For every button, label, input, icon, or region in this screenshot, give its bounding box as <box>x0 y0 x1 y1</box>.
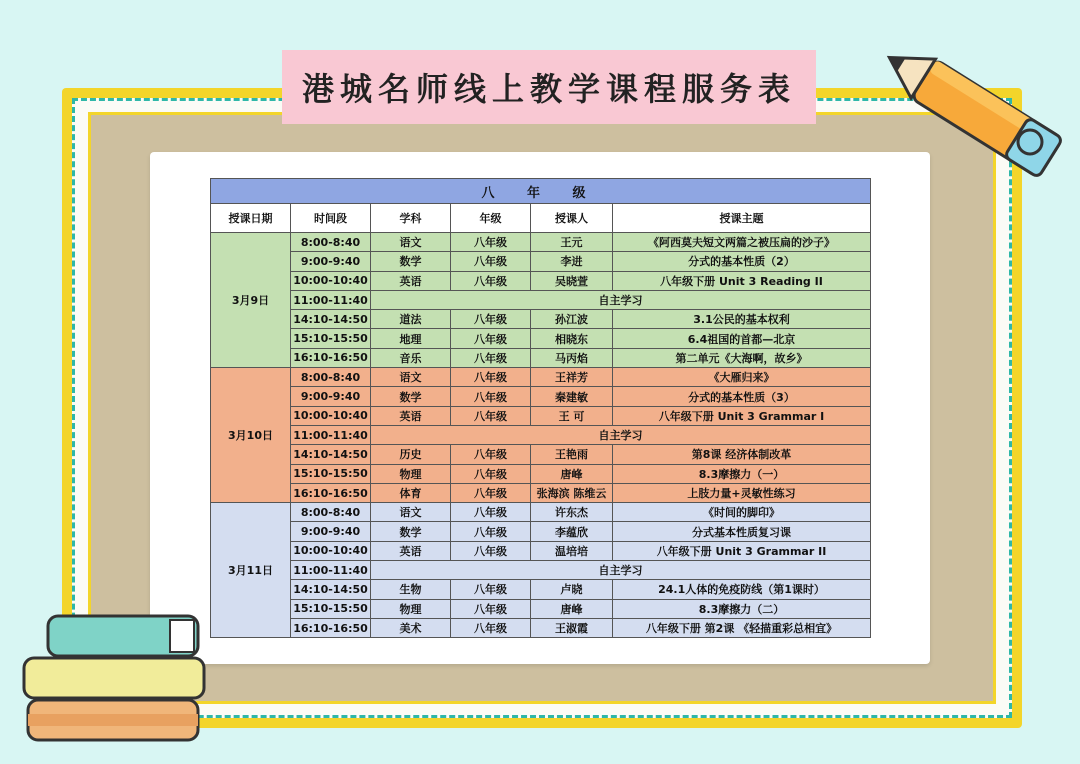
grade-cell: 八年级 <box>451 618 531 637</box>
time-cell: 16:10-16:50 <box>291 618 371 637</box>
time-cell: 8:00-8:40 <box>291 368 371 387</box>
grade-cell: 八年级 <box>451 310 531 329</box>
topic-cell: 第8课 经济体制改革 <box>613 445 871 464</box>
table-row <box>211 483 871 502</box>
topic-cell: 第二单元《大海啊，故乡》 <box>613 348 871 367</box>
time-cell: 16:10-16:50 <box>291 483 371 502</box>
col-header-teacher: 授课人 <box>531 204 613 233</box>
grade-cell: 八年级 <box>451 252 531 271</box>
teacher-cell: 张海滨 陈维云 <box>531 483 613 502</box>
teacher-cell: 李蕴欣 <box>531 522 613 541</box>
teacher-cell: 李进 <box>531 252 613 271</box>
subject-cell: 数学 <box>371 252 451 271</box>
grade-cell: 八年级 <box>451 233 531 252</box>
subject-cell: 音乐 <box>371 348 451 367</box>
grade-cell: 八年级 <box>451 348 531 367</box>
grade-cell: 八年级 <box>451 599 531 618</box>
time-cell: 15:10-15:50 <box>291 599 371 618</box>
subject-cell: 语文 <box>371 368 451 387</box>
teacher-cell: 王 可 <box>531 406 613 425</box>
subject-cell: 语文 <box>371 503 451 522</box>
time-cell: 9:00-9:40 <box>291 387 371 406</box>
time-cell: 10:00-10:40 <box>291 271 371 290</box>
subject-cell: 语文 <box>371 233 451 252</box>
topic-cell: 3.1公民的基本权利 <box>613 310 871 329</box>
table-row <box>211 503 871 522</box>
grade-cell: 八年级 <box>451 522 531 541</box>
teacher-cell: 王淑霞 <box>531 618 613 637</box>
time-cell: 8:00-8:40 <box>291 233 371 252</box>
subject-cell: 英语 <box>371 271 451 290</box>
time-cell: 11:00-11:40 <box>291 561 371 580</box>
teacher-cell: 吴晓萱 <box>531 271 613 290</box>
grade-cell: 八年级 <box>451 541 531 560</box>
topic-cell: 8.3摩擦力（一） <box>613 464 871 483</box>
self-study-cell: 自主学习 <box>371 561 871 580</box>
table-row <box>211 580 871 599</box>
time-cell: 8:00-8:40 <box>291 503 371 522</box>
topic-cell: 八年级下册 Unit 3 Grammar II <box>613 541 871 560</box>
topic-cell: 八年级下册 第2课 《轻描重彩总相宜》 <box>613 618 871 637</box>
topic-cell: 八年级下册 Unit 3 Grammar I <box>613 406 871 425</box>
subject-cell: 数学 <box>371 522 451 541</box>
subject-cell: 美术 <box>371 618 451 637</box>
time-cell: 14:10-14:50 <box>291 310 371 329</box>
teacher-cell: 王祥芳 <box>531 368 613 387</box>
time-cell: 11:00-11:40 <box>291 425 371 444</box>
topic-cell: 八年级下册 Unit 3 Reading II <box>613 271 871 290</box>
teacher-cell: 唐峰 <box>531 599 613 618</box>
subject-cell: 地理 <box>371 329 451 348</box>
table-row <box>211 561 871 580</box>
teacher-cell: 王元 <box>531 233 613 252</box>
grade-cell: 八年级 <box>451 580 531 599</box>
grade-cell: 八年级 <box>451 387 531 406</box>
date-cell: 3月9日 <box>211 233 291 368</box>
topic-cell: 分式的基本性质（2） <box>613 252 871 271</box>
table-row <box>211 406 871 425</box>
time-cell: 15:10-15:50 <box>291 464 371 483</box>
subject-cell: 历史 <box>371 445 451 464</box>
subject-cell: 数学 <box>371 387 451 406</box>
col-header-topic: 授课主题 <box>613 204 871 233</box>
teacher-cell: 秦建敏 <box>531 387 613 406</box>
teacher-cell: 孙江波 <box>531 310 613 329</box>
subject-cell: 英语 <box>371 541 451 560</box>
table-row <box>211 290 871 309</box>
topic-cell: 分式基本性质复习课 <box>613 522 871 541</box>
time-cell: 10:00-10:40 <box>291 541 371 560</box>
self-study-cell: 自主学习 <box>371 425 871 444</box>
col-header-subject: 学科 <box>371 204 451 233</box>
time-cell: 14:10-14:50 <box>291 580 371 599</box>
time-cell: 11:00-11:40 <box>291 290 371 309</box>
topic-cell: 24.1人体的免疫防线（第1课时） <box>613 580 871 599</box>
table-row <box>211 445 871 464</box>
subject-cell: 道法 <box>371 310 451 329</box>
table-row <box>211 310 871 329</box>
table-row <box>211 425 871 444</box>
topic-cell: 《时间的脚印》 <box>613 503 871 522</box>
table-row <box>211 233 871 252</box>
table-row <box>211 329 871 348</box>
subject-cell: 生物 <box>371 580 451 599</box>
table-row <box>211 599 871 618</box>
time-cell: 14:10-14:50 <box>291 445 371 464</box>
table-row <box>211 252 871 271</box>
teacher-cell: 许东杰 <box>531 503 613 522</box>
self-study-cell: 自主学习 <box>371 290 871 309</box>
table-row <box>211 387 871 406</box>
schedule-table <box>210 178 871 638</box>
column-header-row <box>211 204 871 233</box>
topic-cell: 《大雁归来》 <box>613 368 871 387</box>
time-cell: 15:10-15:50 <box>291 329 371 348</box>
table-row <box>211 618 871 637</box>
grade-cell: 八年级 <box>451 503 531 522</box>
table-row <box>211 522 871 541</box>
page-title: 港城名师线上教学课程服务表 <box>282 50 816 124</box>
grade-cell: 八年级 <box>451 464 531 483</box>
table-row <box>211 464 871 483</box>
grade-cell: 八年级 <box>451 271 531 290</box>
table-row <box>211 541 871 560</box>
teacher-cell: 温培培 <box>531 541 613 560</box>
date-cell: 3月10日 <box>211 368 291 503</box>
time-cell: 9:00-9:40 <box>291 252 371 271</box>
topic-cell: 分式的基本性质（3） <box>613 387 871 406</box>
pencil-icon <box>880 40 1080 200</box>
date-cell: 3月11日 <box>211 503 291 638</box>
subject-cell: 体育 <box>371 483 451 502</box>
teacher-cell: 唐峰 <box>531 464 613 483</box>
col-header-date: 授课日期 <box>211 204 291 233</box>
table-row <box>211 271 871 290</box>
subject-cell: 物理 <box>371 599 451 618</box>
topic-cell: 上肢力量+灵敏性练习 <box>613 483 871 502</box>
grade-header: 八 年 级 <box>211 179 871 204</box>
grade-cell: 八年级 <box>451 483 531 502</box>
grade-cell: 八年级 <box>451 406 531 425</box>
time-cell: 16:10-16:50 <box>291 348 371 367</box>
grade-cell: 八年级 <box>451 445 531 464</box>
table-row <box>211 368 871 387</box>
col-header-time: 时间段 <box>291 204 371 233</box>
book-stack-icon <box>20 580 220 764</box>
teacher-cell: 相晓东 <box>531 329 613 348</box>
subject-cell: 英语 <box>371 406 451 425</box>
col-header-grade: 年级 <box>451 204 531 233</box>
topic-cell: 6.4祖国的首都—北京 <box>613 329 871 348</box>
grade-cell: 八年级 <box>451 368 531 387</box>
grade-cell: 八年级 <box>451 329 531 348</box>
teacher-cell: 马丙焰 <box>531 348 613 367</box>
time-cell: 10:00-10:40 <box>291 406 371 425</box>
subject-cell: 物理 <box>371 464 451 483</box>
table-row <box>211 348 871 367</box>
topic-cell: 《阿西莫夫短文两篇之被压扁的沙子》 <box>613 233 871 252</box>
teacher-cell: 王艳雨 <box>531 445 613 464</box>
teacher-cell: 卢晓 <box>531 580 613 599</box>
time-cell: 9:00-9:40 <box>291 522 371 541</box>
topic-cell: 8.3摩擦力（二） <box>613 599 871 618</box>
